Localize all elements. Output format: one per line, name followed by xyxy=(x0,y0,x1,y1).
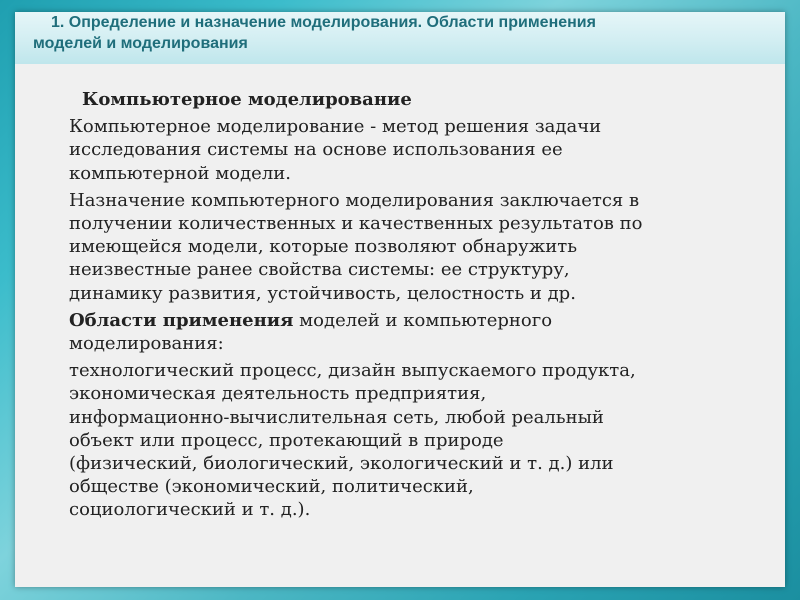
text-line: (физический, биологический, экологический и т. д.) или xyxy=(69,453,614,475)
text-line xyxy=(69,309,734,332)
section-heading: Компьютерное моделирование xyxy=(82,89,412,110)
text-line: исследования системы на основе использования ее xyxy=(69,139,563,161)
text-line: Компьютерное моделирование - метод решения задачи xyxy=(69,116,602,138)
application-areas-paragraph xyxy=(15,309,734,355)
text-line: компьютерной модели. xyxy=(69,162,291,184)
slide-body xyxy=(15,88,785,522)
text-line: объект или процесс, протекающий в природе xyxy=(69,429,504,451)
purpose-paragraph xyxy=(15,189,734,305)
application-areas-rest: моделей и компьютерного xyxy=(293,309,553,331)
application-areas-label: Области применения xyxy=(69,309,294,331)
definition-paragraph xyxy=(15,115,734,185)
slide-title-line-1: 1. Определение и назначение моделирования. Области применения xyxy=(51,14,596,31)
text-line: неизвестные ранее свойства системы: ее структуру, xyxy=(69,259,570,281)
text-line: Назначение компьютерного моделирования заключается в xyxy=(69,189,640,211)
slide-title-line-2: моделей и моделирования xyxy=(33,35,248,52)
text-line: информационно-вычислительная сеть, любой реальный xyxy=(69,406,604,428)
application-list-paragraph xyxy=(15,359,734,521)
text-line: получении количественных и качественных результатов по xyxy=(69,213,643,235)
slide xyxy=(15,12,785,587)
text-line: социологический и т. д.). xyxy=(69,499,311,521)
text-line: динамику развития, устойчивость, целостность и др. xyxy=(69,282,576,304)
slide-title xyxy=(33,12,773,54)
text-line: экономическая деятельность предприятия, xyxy=(69,383,487,405)
text-line: имеющейся модели, которые позволяют обнаружить xyxy=(69,236,578,258)
text-line: технологический процесс, дизайн выпускаемого продукта, xyxy=(69,360,636,382)
text-line: моделирования: xyxy=(69,333,224,355)
text-line: обществе (экономический, политический, xyxy=(69,476,474,498)
